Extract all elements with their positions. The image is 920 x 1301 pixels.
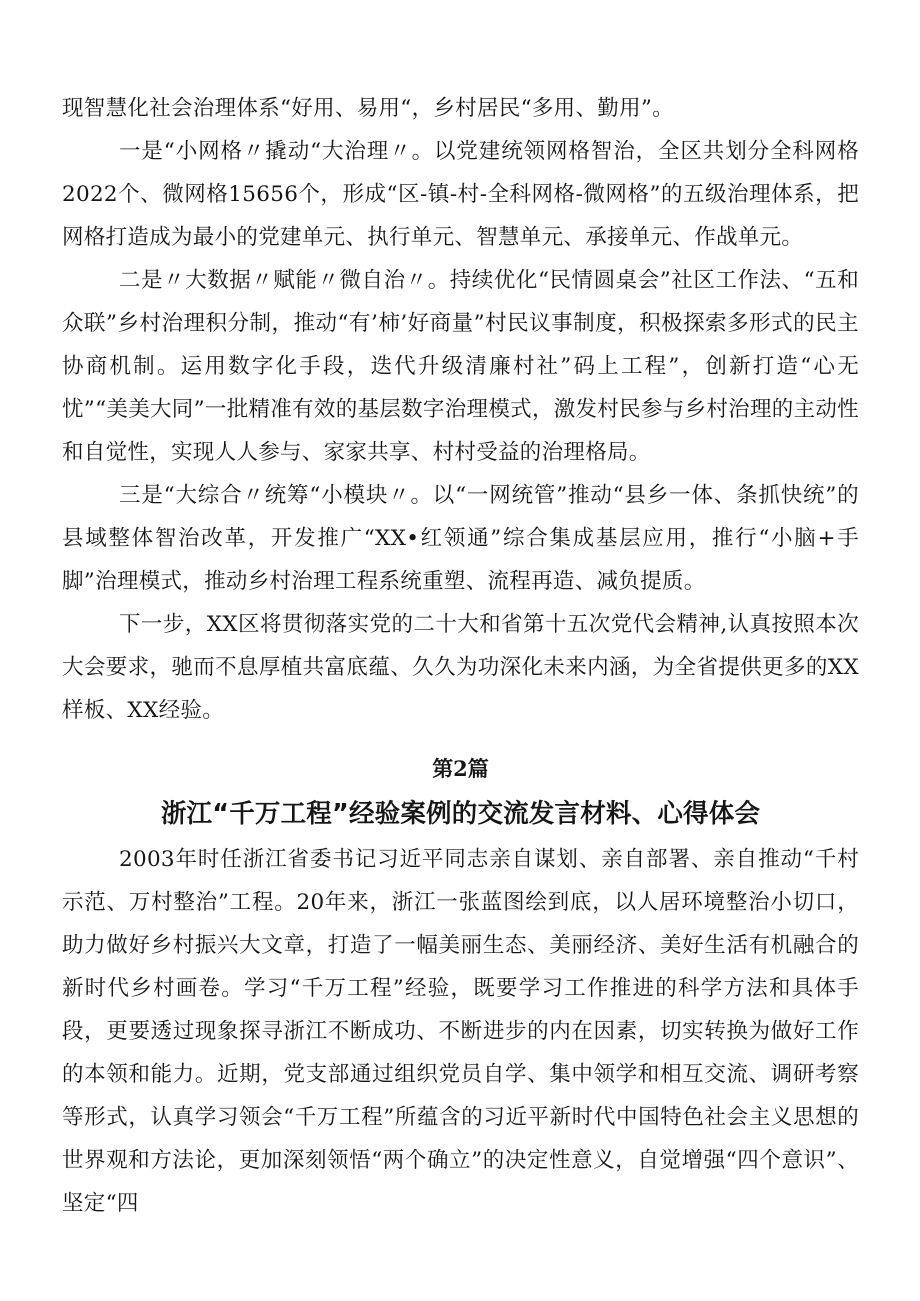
paragraph-big-data: 二是〃大数据〃赋能〃微自治〃。持续优化“民情圆桌会”社区工作法、“五和众联”乡村治理积分制，推动“有’柿’好商量”村民议事制度，积极探索多形式的民主协商机制。运用数字化手段，迭代升级清廉村社”码上工程”，创新打造“心无忧”“美美大同”一批精准有效的基层数字治理模式，激发村民参与乡村治理的主动性和自觉性，实现人人参与、家家共享、村村受益的治理格局。 xyxy=(62,268,859,465)
paragraph-big-integration: 三是“大综合〃统筹“小模块〃。以“一网统管”推动“县乡一体、条抓快统”的县域整体智治改革，开发推广“XX•红领通”综合集成基层应用，推行“小脑+手脚”治理模式，推动乡村治理工程系统重塑、流程再造、减负提质。 xyxy=(62,483,859,594)
paragraph-intro-2003: 2003年时任浙江省委书记习近平同志亲自谋划、亲自部署、亲自推动“千村示范、万村整治”工程。20年来，浙江一张蓝图绘到底，以人居环境整治小切口，助力做好乡村振兴大文章，打造了一幅美丽生态、美丽经济、美好生活有机融合的新时代乡村画卷。学习“千万工程”经验，既要学习工作推进的科学方法和具体手段，更要透过现象探寻浙江不断成功、不断进步的内在因素，切实转换为做好工作的本领和能力。近期，党支部通过组织党员自学、集中领学和相互交流、调研考察等形式，认真学习领会“千万工程”所蕴含的习近平新时代中国特色社会主义思想的世界观和方法论，更加深刻领悟“两个确立”的决定性意义，自觉增强“四个意识”、坚定“四 xyxy=(62,847,859,1216)
section-label: 第2篇 xyxy=(432,756,489,781)
document-title: 浙江“千万工程”经验案例的交流发言材料、心得体会 xyxy=(160,799,761,829)
paragraph-small-grid: 一是“小网格〃撬动“大治理〃。以党建统领网格智治，全区共划分全科网格2022个、微网格15656个，形成“区-镇-村-全科网格-微网格”的五级治理体系，把网格打造成为最小的党建单元、执行单元、智慧单元、承接单元、作战单元。 xyxy=(62,139,859,250)
paragraph-next-step: 下一步，XX区将贯彻落实党的二十大和省第十五次党代会精神,认真按照本次大会要求，驰而不息厚植共富底蕴、久久为功深化未来内涵，为全省提供更多的XX样板、XX经验。 xyxy=(62,612,859,723)
document-page xyxy=(62,87,859,1225)
paragraph-continuation: 现智慧化社会治理体系“好用、易用“，乡村居民“多用、勤用”。 xyxy=(62,96,674,121)
